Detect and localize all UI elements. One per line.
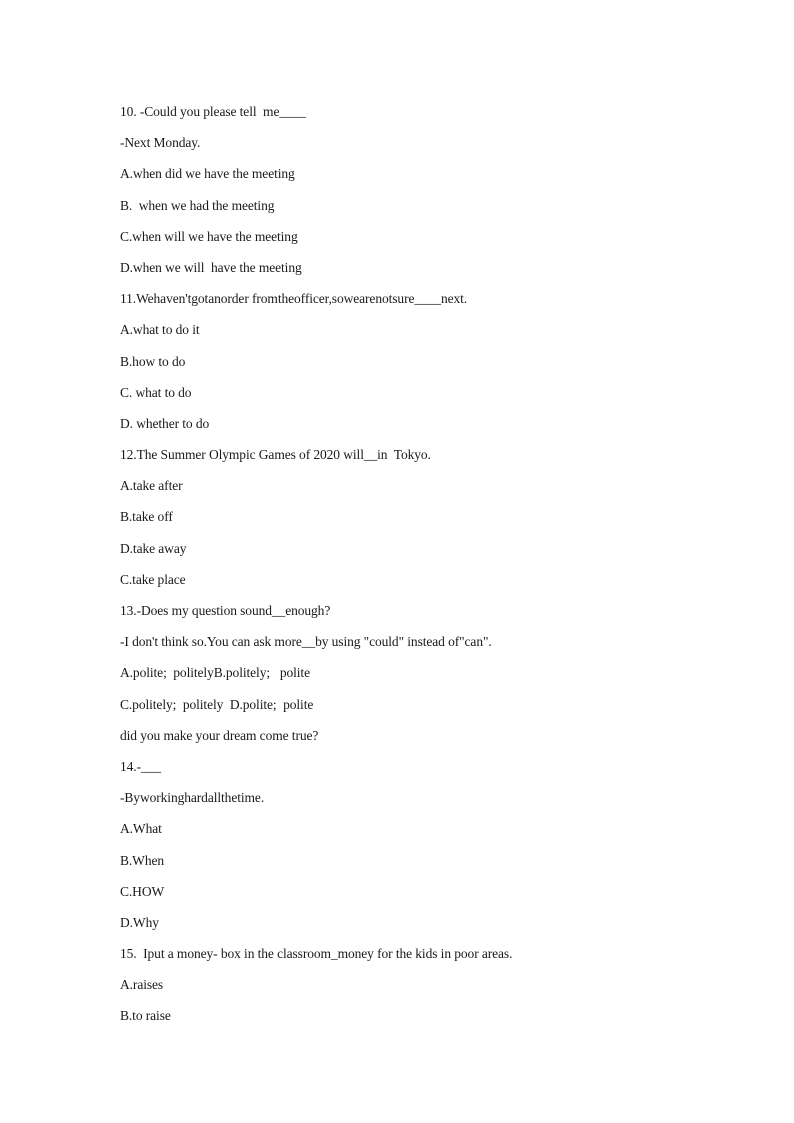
question-10-option-a: A.when did we have the meeting — [120, 166, 295, 182]
question-15-option-b: B.to raise — [120, 1008, 171, 1024]
question-12-option-d: D.take away — [120, 540, 187, 556]
question-15-option-a: A.raises — [120, 977, 164, 993]
question-11-option-c: C. what to do — [120, 384, 192, 400]
question-11-stem: 11.Wehaven'tgotanorder fromtheofficer,sowearenotsure____next. — [120, 291, 468, 307]
question-15-stem: 15. Iput a money- box in the classroom_money for the kids in poor areas. — [120, 946, 513, 962]
question-12-option-b: B.take off — [120, 509, 173, 525]
question-13-options-ab: A.polite; politelyB.politely; polite — [120, 665, 310, 681]
question-14-option-a: A.What — [120, 821, 162, 837]
question-14-option-b: B.When — [120, 852, 165, 868]
question-12-option-c: C.take place — [120, 571, 186, 587]
question-11-option-b: B.how to do — [120, 353, 186, 369]
question-13-options-cd: C.politely; politely D.polite; polite — [120, 696, 314, 712]
question-13-dialogue: -I don't think so.You can ask more__by using "could" instead of"can". — [120, 634, 492, 650]
question-12-stem: 12.The Summer Olympic Games of 2020 will__in Tokyo. — [120, 447, 431, 463]
question-14-stem: 14.-___ — [120, 758, 161, 774]
question-list — [120, 102, 760, 1038]
question-11-option-d: D. whether to do — [120, 415, 210, 431]
question-11-option-a: A.what to do it — [120, 322, 200, 338]
question-12-option-a: A.take after — [120, 478, 183, 494]
question-10-answer: -Next Monday. — [120, 135, 201, 151]
question-13-stem: 13.-Does my question sound__enough? — [120, 603, 331, 618]
question-10-option-b: B. when we had the meeting — [120, 197, 275, 213]
question-10-option-c: C.when will we have the meeting — [120, 228, 298, 244]
question-10-option-d: D.when we will have the meeting — [120, 259, 302, 275]
question-14-answer: -Byworkinghardallthetime. — [120, 790, 265, 806]
question-14-option-c: C.HOW — [120, 883, 165, 899]
question-14-context: did you make your dream come true? — [120, 727, 319, 743]
question-10-stem: 10. -Could you please tell me____ — [120, 104, 306, 119]
question-14-option-d: D.Why — [120, 914, 159, 930]
